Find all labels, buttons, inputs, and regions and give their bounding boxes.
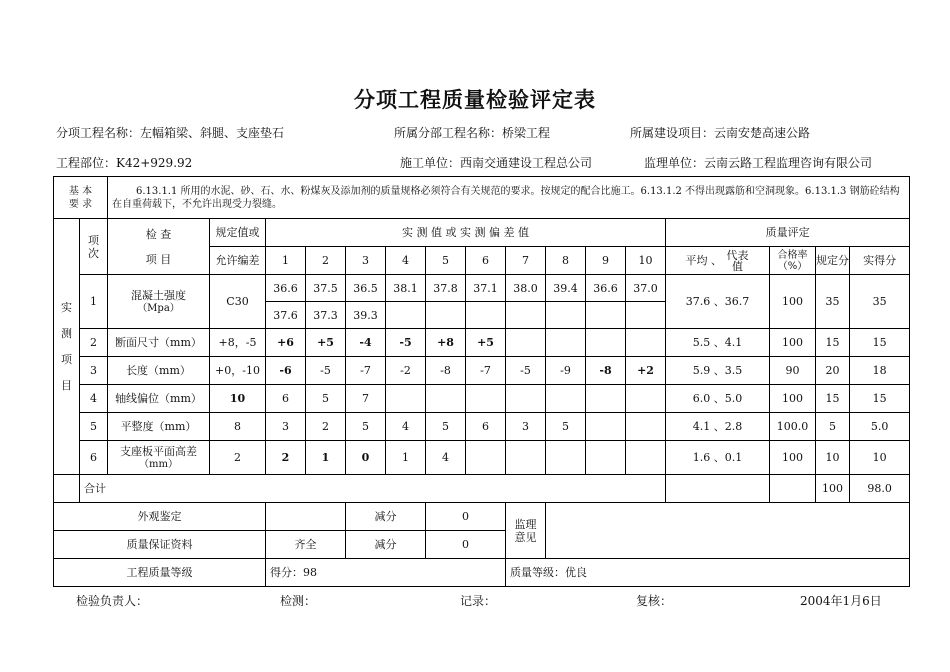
spec-score-value: 5 (816, 413, 850, 441)
table-row (54, 357, 910, 385)
value-cell: -7 (466, 357, 506, 385)
col-2-header: 2 (306, 247, 346, 275)
actual-score-header: 实得分 (850, 247, 910, 275)
pass-rate-header: 合格率（%） (770, 247, 816, 275)
value-cell: 38.0 (506, 275, 546, 302)
tester-label: 检测： (280, 594, 317, 608)
pass-rate-value: 100 (770, 441, 816, 475)
evaluation-table (53, 176, 910, 587)
rep-label: 代表值 (726, 248, 749, 273)
section-char-1 (54, 295, 79, 399)
value-cell (586, 441, 626, 475)
row-no: 4 (80, 385, 108, 413)
requirements-label (54, 177, 108, 219)
value-cell (386, 302, 426, 329)
total-actual-score: 98.0 (850, 475, 910, 503)
value-cell: -5 (506, 357, 546, 385)
table-row (54, 385, 910, 413)
value-cell (626, 302, 666, 329)
value-cell (506, 329, 546, 357)
pass-rate-value: 100.0 (770, 413, 816, 441)
item-no-header-2: 次 (88, 246, 99, 260)
row-item: 断面尺寸（mm） (108, 329, 210, 357)
value-cell: 37.5 (306, 275, 346, 302)
value-cell: 37.1 (466, 275, 506, 302)
item-no-header (80, 219, 108, 275)
value-cell (506, 302, 546, 329)
value-cell: 3 (266, 413, 306, 441)
measured-header: 实 测 值 或 实 测 偏 差 值 (266, 219, 666, 247)
value-cell (626, 329, 666, 357)
total-row (54, 475, 910, 503)
value-cell: 37.3 (306, 302, 346, 329)
row-no: 1 (80, 275, 108, 329)
row-spec: 10 (210, 385, 266, 413)
col-8-header: 8 (546, 247, 586, 275)
row-no: 2 (80, 329, 108, 357)
value-cell (546, 302, 586, 329)
avg-value: 5.9 、3.5 (666, 357, 770, 385)
value-cell: 3 (506, 413, 546, 441)
row-no: 6 (80, 441, 108, 475)
value-cell: +2 (626, 357, 666, 385)
total-label: 合计 (80, 475, 666, 503)
quality-docs-deduct-value: 0 (426, 531, 506, 559)
requirements-label-1: 基 本 (68, 185, 93, 197)
total-blank-3 (770, 475, 816, 503)
actual-score-value: 15 (850, 385, 910, 413)
value-cell: +5 (306, 329, 346, 357)
value-cell (586, 385, 626, 413)
spec-score-header: 规定分 (816, 247, 850, 275)
construction-unit: 施工单位：西南交通建设工程总公司 (400, 156, 593, 170)
check-item-header (108, 219, 210, 275)
table-row (54, 329, 910, 357)
value-cell: 4 (426, 441, 466, 475)
row-spec: 8 (210, 413, 266, 441)
check-item-header-1: 检 查 (145, 227, 172, 241)
supervision-opinion-2: 意见 (514, 530, 537, 544)
value-cell (506, 441, 546, 475)
row-spec: +8，-5 (210, 329, 266, 357)
total-spec-score: 100 (816, 475, 850, 503)
value-cell: 2 (266, 441, 306, 475)
total-blank (54, 475, 80, 503)
col-6-header: 6 (466, 247, 506, 275)
actual-score-value: 35 (850, 275, 910, 329)
header-row-1 (54, 219, 910, 247)
requirements-text (108, 177, 910, 219)
row-item: 平整度（mm） (108, 413, 210, 441)
spec-score-value: 10 (816, 441, 850, 475)
row-no: 5 (80, 413, 108, 441)
value-cell: -5 (386, 329, 426, 357)
value-cell: -8 (586, 357, 626, 385)
row-no: 3 (80, 357, 108, 385)
page-title: 分项工程质量检验评定表 (354, 87, 596, 112)
spec-score-value: 15 (816, 385, 850, 413)
value-cell: 36.6 (266, 275, 306, 302)
grade-level: 质量等级：优良 (506, 559, 910, 587)
value-cell: 2 (306, 413, 346, 441)
avg-value: 5.5 、4.1 (666, 329, 770, 357)
avg-rep-header (666, 247, 770, 275)
value-cell: 37.6 (266, 302, 306, 329)
value-cell (466, 385, 506, 413)
quality-docs-value: 齐全 (266, 531, 346, 559)
total-blank-2 (666, 475, 770, 503)
actual-score-value: 10 (850, 441, 910, 475)
value-cell: -8 (426, 357, 466, 385)
table-row (54, 275, 910, 302)
value-cell (466, 302, 506, 329)
value-cell (586, 302, 626, 329)
value-cell (626, 413, 666, 441)
section-char: 目 (61, 378, 72, 392)
requirements-label-2: 要 求 (68, 198, 93, 210)
grade-row (54, 559, 910, 587)
grade-label: 工程质量等级 (54, 559, 266, 587)
row-item (108, 275, 210, 329)
table-row (54, 413, 910, 441)
value-cell (386, 385, 426, 413)
value-cell (546, 441, 586, 475)
col-7-header: 7 (506, 247, 546, 275)
appearance-value (266, 503, 346, 531)
avg-value: 4.1 、2.8 (666, 413, 770, 441)
spec-score-value: 20 (816, 357, 850, 385)
value-cell: 36.5 (346, 275, 386, 302)
value-cell: 37.8 (426, 275, 466, 302)
value-cell: 1 (306, 441, 346, 475)
subitem-name: 分项工程名称：左幅箱梁、斜腿、支座垫石 (56, 126, 285, 140)
col-4-header: 4 (386, 247, 426, 275)
actual-score-value: 5.0 (850, 413, 910, 441)
row-spec: C30 (210, 275, 266, 329)
avg-label: 平均 、 (685, 253, 722, 267)
quality-docs-label: 质量保证资料 (54, 531, 266, 559)
row-item-label: 混凝土强度 (131, 288, 186, 302)
value-cell: 38.1 (386, 275, 426, 302)
value-cell: 1 (386, 441, 426, 475)
col-1-header: 1 (266, 247, 306, 275)
value-cell (426, 302, 466, 329)
value-cell: 5 (546, 413, 586, 441)
grade-score: 得分：98 (266, 559, 506, 587)
recorder-label: 记录： (460, 594, 497, 608)
check-item-header-2: 项 目 (145, 252, 172, 266)
value-cell: 6 (266, 385, 306, 413)
supervision-opinion-value (546, 503, 910, 559)
value-cell: +6 (266, 329, 306, 357)
value-cell: -4 (346, 329, 386, 357)
value-cell (586, 413, 626, 441)
value-cell: -6 (266, 357, 306, 385)
row-item-unit: （mm） (139, 458, 178, 470)
value-cell: -9 (546, 357, 586, 385)
row-spec: 2 (210, 441, 266, 475)
value-cell (546, 385, 586, 413)
row-item-unit: （Mpa） (137, 302, 180, 314)
value-cell (626, 385, 666, 413)
value-cell (506, 385, 546, 413)
value-cell: 39.4 (546, 275, 586, 302)
col-9-header: 9 (586, 247, 626, 275)
value-cell: -7 (346, 357, 386, 385)
col-5-header: 5 (426, 247, 466, 275)
value-cell: 5 (426, 413, 466, 441)
value-cell: 36.6 (586, 275, 626, 302)
section-char: 项 (61, 352, 72, 366)
value-cell: 7 (346, 385, 386, 413)
value-cell: -2 (386, 357, 426, 385)
avg-value: 37.6 、36.7 (666, 275, 770, 329)
pass-rate-value: 100 (770, 275, 816, 329)
spec-header-2: 允许编差 (210, 247, 266, 275)
inspector-label: 检验负责人： (76, 594, 149, 608)
value-cell: 0 (346, 441, 386, 475)
appearance-deduct-value: 0 (426, 503, 506, 531)
requirements-row (54, 177, 910, 219)
value-cell: -5 (306, 357, 346, 385)
reviewer-label: 复核： (636, 594, 673, 608)
row-item: 轴线偏位（mm） (108, 385, 210, 413)
supervision-unit: 监理单位：云南云路工程监理咨询有限公司 (644, 156, 873, 170)
appearance-deduct-label: 减分 (346, 503, 426, 531)
row-item: 长度（mm） (108, 357, 210, 385)
spec-header-1: 规定值或 (210, 219, 266, 247)
actual-score-value: 18 (850, 357, 910, 385)
value-cell: 5 (346, 413, 386, 441)
value-cell: 4 (386, 413, 426, 441)
appearance-label: 外观鉴定 (54, 503, 266, 531)
value-cell (626, 441, 666, 475)
row-item-label: 支座板平面高差 (120, 444, 197, 458)
value-cell (586, 329, 626, 357)
appearance-row (54, 503, 910, 531)
project-name: 所属建设项目：云南安楚高速公路 (630, 126, 811, 140)
value-cell (546, 329, 586, 357)
row-spec: +0，-10 (210, 357, 266, 385)
date-label: 2004年1月6日 (800, 594, 882, 608)
requirements-text-content: 6.13.1.1 所用的水泥、砂、石、水、粉煤灰及添加剂的质量规格必须符合有关规范的要求。按规定的配合比施工。6.13.1.2 不得出现露筋和空洞现象。6.13.1.3 钢筋砼结构在自重荷载下，不允许出现受力裂缝。 (112, 185, 900, 210)
value-cell (426, 385, 466, 413)
quality-docs-deduct-label: 减分 (346, 531, 426, 559)
pass-rate-value: 90 (770, 357, 816, 385)
value-cell: 37.0 (626, 275, 666, 302)
row-item (108, 441, 210, 475)
quality-eval-header: 质量评定 (666, 219, 910, 247)
section-label (54, 219, 80, 475)
pass-rate-value: 100 (770, 385, 816, 413)
section-char: 实 (61, 300, 72, 314)
section-char: 测 (61, 326, 72, 340)
avg-value: 1.6 、0.1 (666, 441, 770, 475)
spec-score-value: 15 (816, 329, 850, 357)
table-row (54, 441, 910, 475)
location: 工程部位：K42+929.92 (56, 156, 193, 170)
supervision-opinion-label (506, 503, 546, 559)
item-no-header-1: 项 (88, 233, 99, 247)
actual-score-value: 15 (850, 329, 910, 357)
supervision-opinion-1: 监理 (514, 517, 537, 531)
avg-value: 6.0 、5.0 (666, 385, 770, 413)
division-name: 所属分部工程名称：桥梁工程 (394, 126, 551, 140)
value-cell: 39.3 (346, 302, 386, 329)
col-3-header: 3 (346, 247, 386, 275)
pass-rate-value: 100 (770, 329, 816, 357)
value-cell: 5 (306, 385, 346, 413)
value-cell: +8 (426, 329, 466, 357)
col-10-header: 10 (626, 247, 666, 275)
value-cell: 6 (466, 413, 506, 441)
spec-score-value: 35 (816, 275, 850, 329)
value-cell: +5 (466, 329, 506, 357)
value-cell (466, 441, 506, 475)
